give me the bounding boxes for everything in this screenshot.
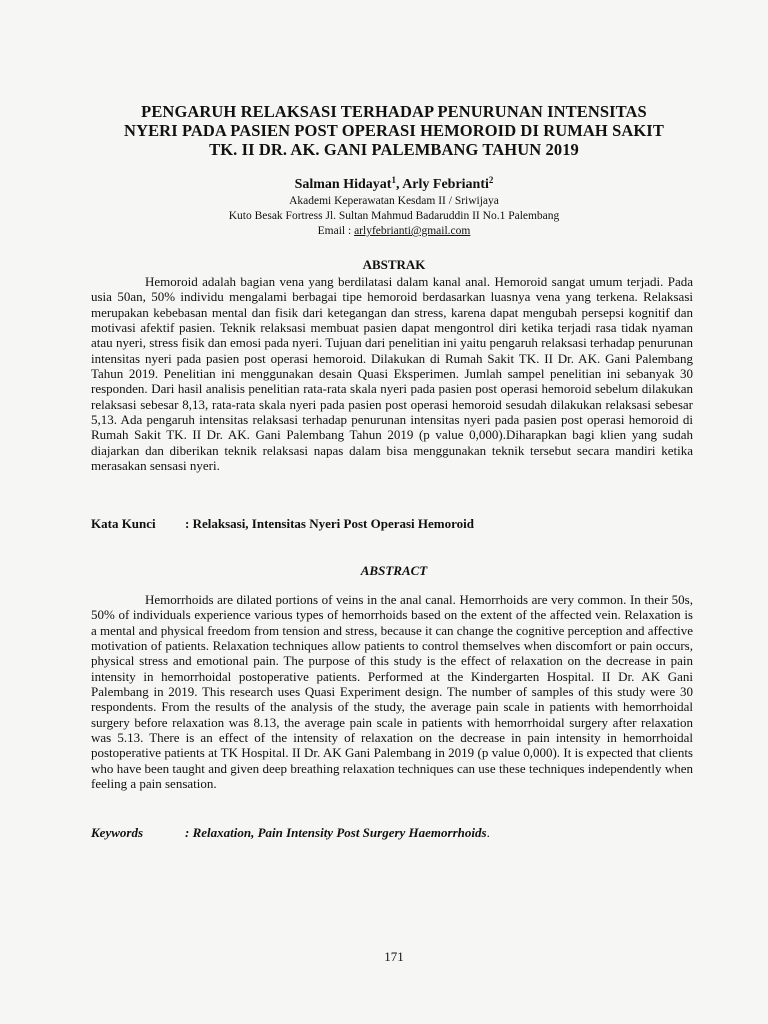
paper-title: [60, 102, 728, 159]
abstract-body: [91, 592, 693, 791]
affiliation-address: Kuto Besak Fortress Jl. Sultan Mahmud Badaruddin II No.1 Palembang: [228, 210, 560, 222]
keywords-value: : Relaxation, Pain Intensity Post Surgery Haemorrhoids: [185, 825, 487, 840]
affiliation-institution: Akademi Keperawatan Kesdam II / Sriwijaya: [289, 195, 499, 207]
author-list: [60, 177, 728, 193]
abstract-paragraph: Hemorrhoids are dilated portions of veins in the anal canal. Hemorrhoids are very common. In their 50s, 50% of individuals experience various types of hemorrhoids based on the extent of the affected vein. Relaxation is a mental and physical freedom from tension and stress, because it can change the cognitive perception and affective motivation of patients. Relaxation techniques allow patients to control themselves when discomfort or pain occurs, physical stress and emotional pain. The purpose of this study is the effect of relaxation on the decrease in pain intensity in hemorrhoidal postoperative patients. Performed at the Kindergarten Hospital. II Dr. AK Gani Palembang in 2019. This research uses Quasi Experiment design. The number of samples of this study were 30 respondents. From the results of the analysis of the study, the average pain scale in patients with hemorrhoidal surgery before relaxation was 8.13, the average pain scale in patients with hemorrhoidal surgery after relaxation was 5.13. There is an effect of the intensity of relaxation on the decrease in pain intensity in hemorrhoidal postoperative patients at TK Hospital. II Dr. AK Gani Palembang in 2019 (p value 0,000). It is expected that clients who have been taught and given deep breathing relaxation techniques can use these techniques independently when feeling a pain sensation.: [91, 592, 693, 792]
kata-kunci-label: Kata Kunci: [91, 516, 156, 531]
kata-kunci-value: : Relaksasi, Intensitas Nyeri Post Operasi Hemoroid: [185, 516, 474, 531]
abstrak-heading: ABSTRAK: [362, 257, 426, 272]
abstrak-paragraph: Hemoroid adalah bagian vena yang berdilatasi dalam kanal anal. Hemoroid sangat umum terjadi. Pada usia 50an, 50% individu mengalami berbagai tipe hemoroid berdasarkan luasnya vena yang terkena. Relaksasi merupakan kebebasan mental dan fisik dari ketegangan dan stress, karena dapat mengubah persepsi kognitif dan motivasi afektif pasien. Teknik relaksasi membuat pasien dapat mengontrol diri ketika terjadi rasa tidak nyaman atau nyeri, stress fisik dan emosi pada nyeri. Tujuan dari penelitian ini yaitu pengaruh relaksasi terhadap penurunan intensitas nyeri pada pasien post operasi hemoroid. Dilakukan di Rumah Sakit TK. II Dr. AK. Gani Palembang Tahun 2019. Penelitian ini menggunakan desain Quasi Eksperimen. Jumlah sampel penelitian ini sebanyak 30 responden. Dari hasil analisis penelitian rata-rata skala nyeri pada pasien post operasi hemoroid sebelum dilakukan relaksasi sebesar 8,13, rata-rata skala nyeri pada pasien post operasi hemoroid sesudah dilakukan relaksasi sebesar 5,13. Ada pengaruh intensitas relaksasi terhadap penurunan intensitas nyeri pada pasien post operasi hemoroid di Rumah Sakit TK. II Dr. AK. Gani Palembang Tahun 2019 (p value 0,000).Diharapkan bagi klien yang sudah diajarkan dan diberikan teknik relaksasi napas dalam bisa menggunakan teknik tersebut secara mandiri ketika merasakan sensasi nyeri.: [91, 274, 693, 474]
author-separator: ,: [395, 177, 403, 192]
title-line-2: NYERI PADA PASIEN POST OPERASI HEMOROID DI RUMAH SAKIT: [124, 121, 664, 140]
abstract-heading: ABSTRACT: [360, 563, 428, 578]
keywords-trailing-period: .: [486, 825, 490, 840]
keywords-value-wrap: [185, 825, 490, 840]
abstrak-body: [91, 274, 693, 473]
email-label: Email :: [317, 225, 355, 237]
email-link[interactable]: arlyfebrianti@gmail.com: [354, 225, 471, 237]
author-affiliation-mark: 2: [488, 175, 494, 185]
author-name: Arly Febrianti: [402, 177, 489, 192]
keywords-label: Keywords: [91, 825, 143, 840]
author-name: Salman Hidayat: [294, 177, 392, 192]
author-affiliation-mark: 1: [391, 175, 396, 185]
title-line-3: TK. II DR. AK. GANI PALEMBANG TAHUN 2019: [209, 140, 579, 159]
title-line-1: PENGARUH RELAKSASI TERHADAP PENURUNAN INTENSITAS: [141, 102, 647, 121]
page-number: 171: [384, 949, 404, 964]
affiliation-email: [60, 224, 728, 238]
